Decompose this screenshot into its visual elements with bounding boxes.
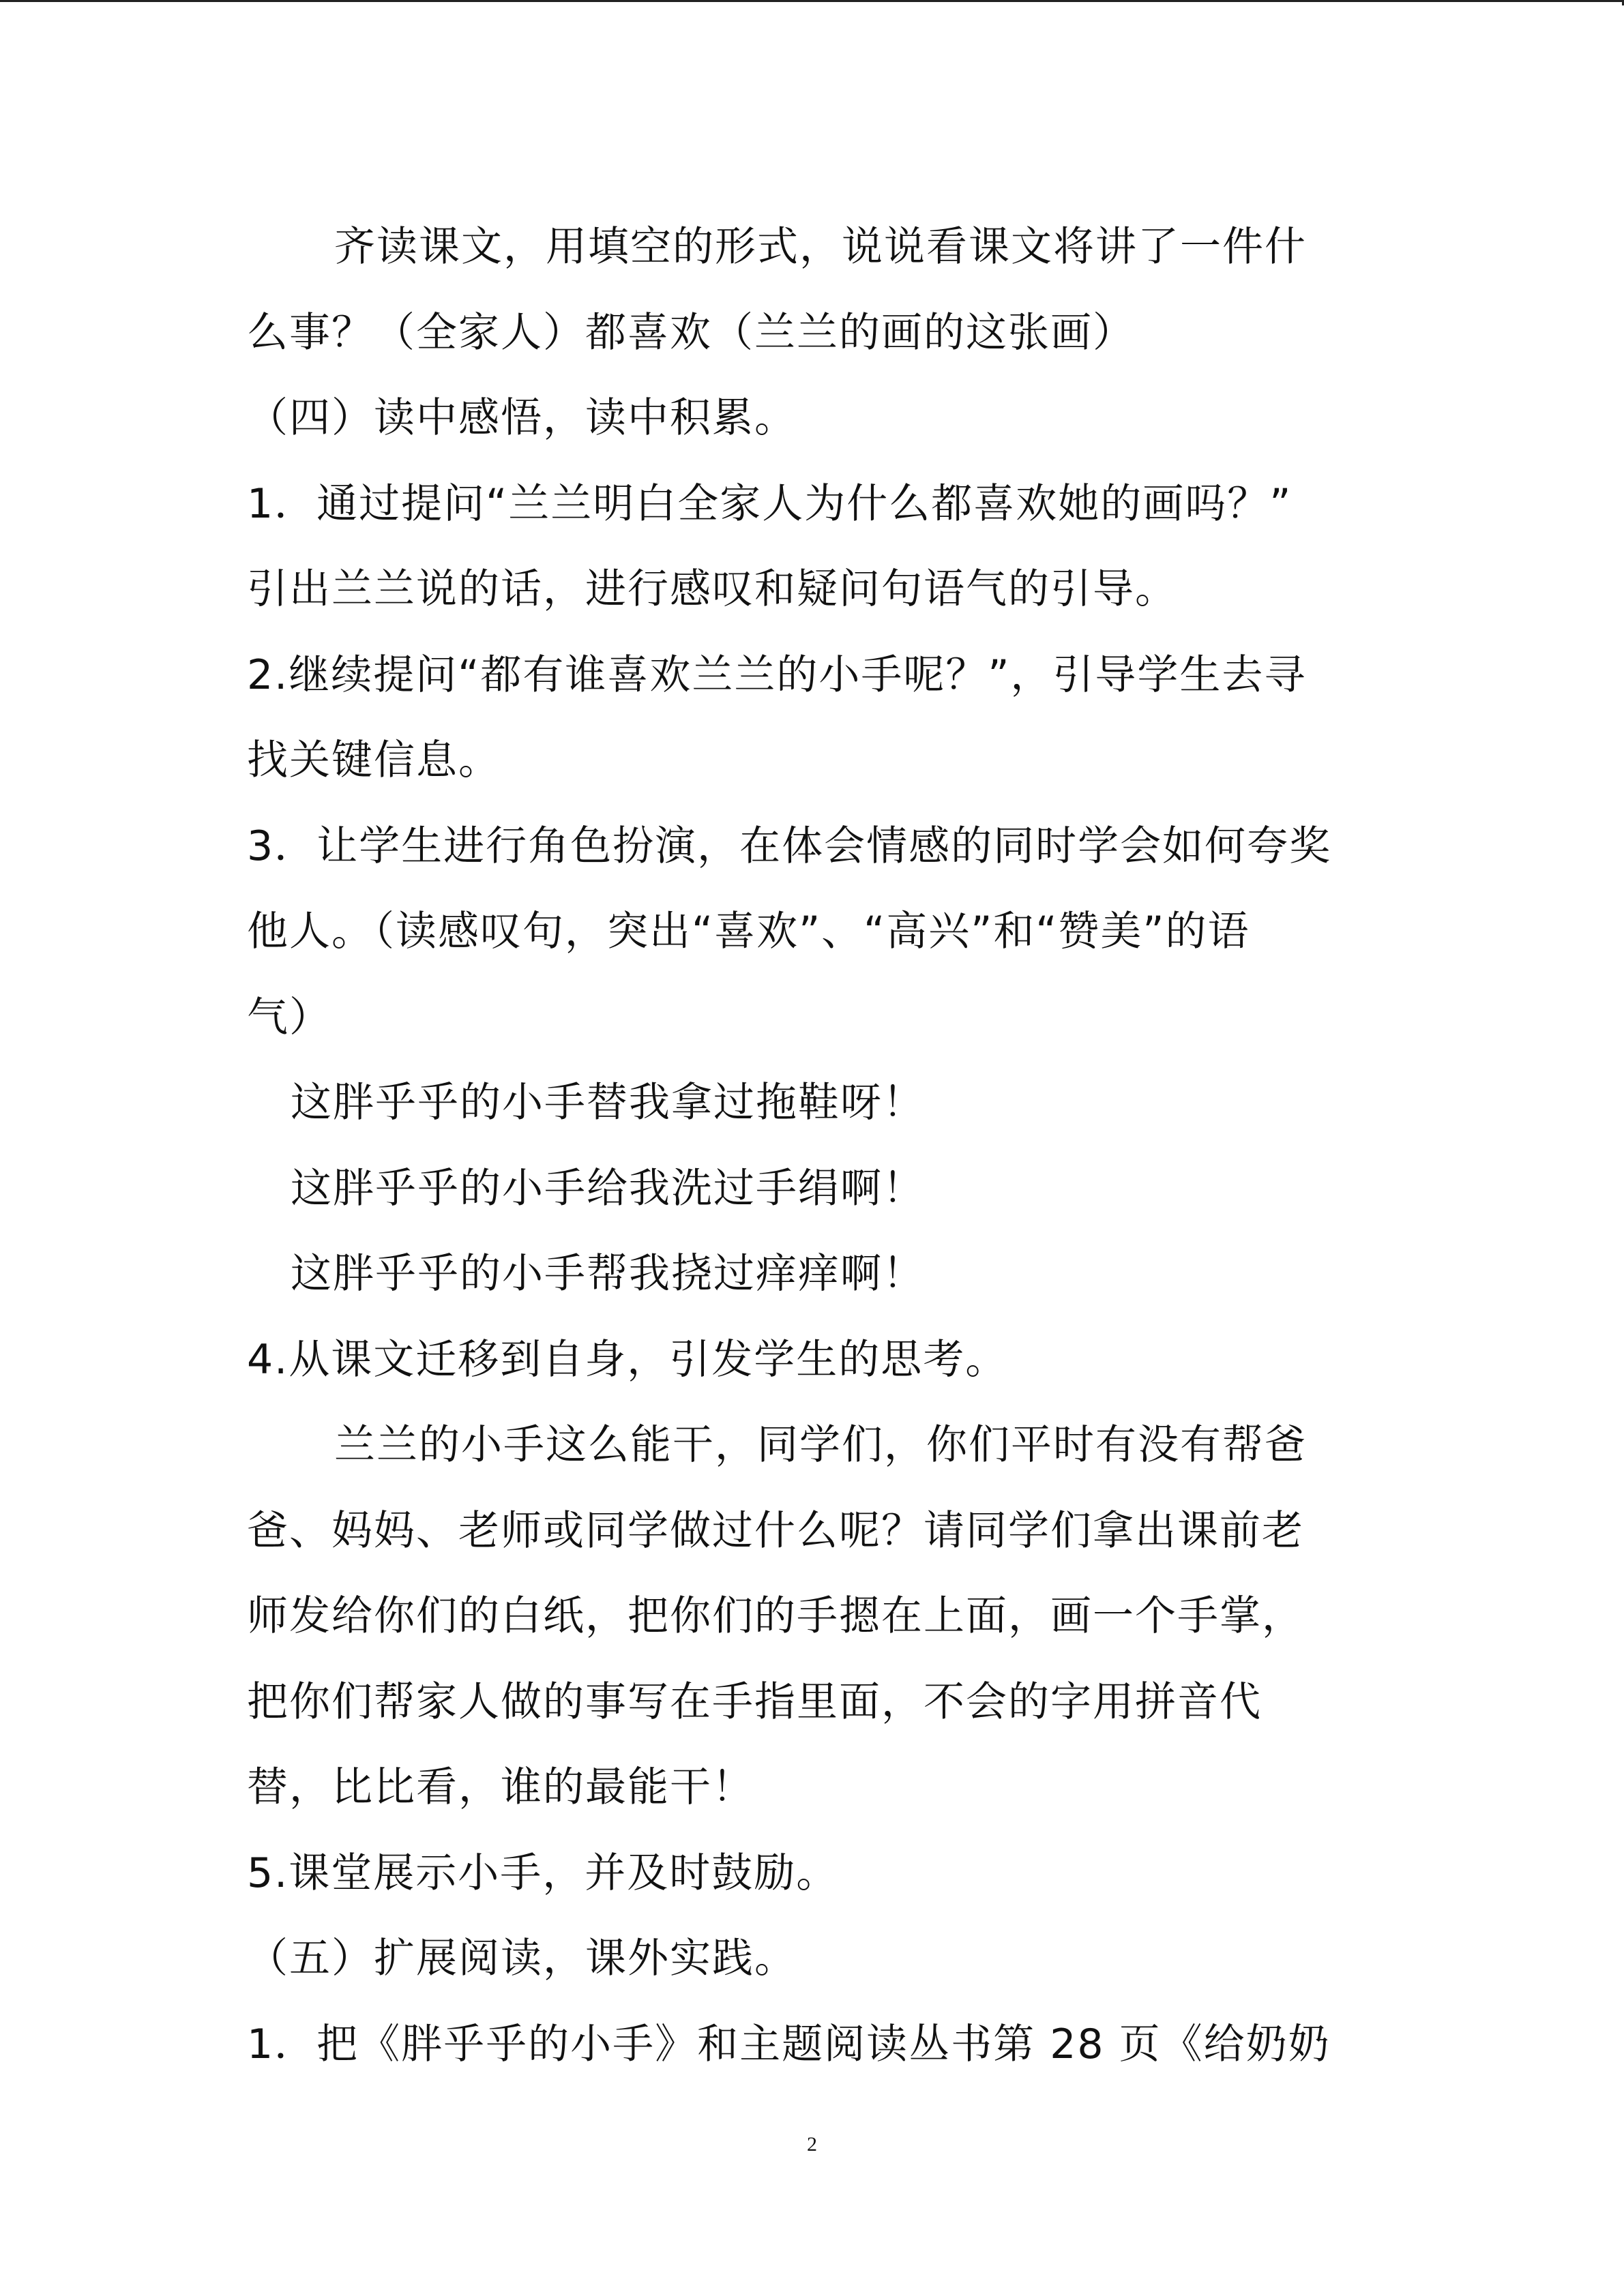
paragraph-line: 把你们帮家人做的事写在手指里面，不会的字用拼音代 xyxy=(247,1678,1262,1726)
list-item-5: 5.课堂展示小手，并及时鼓励。 xyxy=(247,1849,839,1897)
list-item-2: 2.继续提问“都有谁喜欢兰兰的小手呢？”，引导学生去寻 xyxy=(247,651,1307,699)
document-body xyxy=(247,205,1379,2087)
quote-line: 这胖乎乎的小手帮我挠过痒痒啊！ xyxy=(291,1250,925,1298)
quote-line: 这胖乎乎的小手替我拿过拖鞋呀！ xyxy=(291,1079,925,1127)
paragraph-line: 他人。（读感叹句，突出“喜欢”、“高兴”和“赞美”的语 xyxy=(247,908,1250,955)
quote-line: 这胖乎乎的小手给我洗过手绢啊！ xyxy=(291,1164,925,1212)
list-item-3: 3．让学生进行角色扮演，在体会情感的同时学会如何夸奖 xyxy=(247,822,1332,870)
paragraph-line: 气） xyxy=(247,993,331,1041)
list-item-1: 1．通过提问“兰兰明白全家人为什么都喜欢她的画吗？” xyxy=(247,479,1293,528)
paragraph-line: 师发给你们的白纸，把你们的手摁在上面，画一个手掌， xyxy=(247,1592,1304,1640)
paragraph-line: 么事？（全家人）都喜欢（兰兰的画的这张画） xyxy=(247,308,1135,357)
page-number: 2 xyxy=(807,2133,817,2156)
page-top-border xyxy=(0,0,1624,2)
paragraph-line: 找关键信息。 xyxy=(247,736,501,784)
list-item-1: 1．把《胖乎乎的小手》和主题阅读丛书第 28 页《给奶奶 xyxy=(247,2020,1331,2068)
paragraph-line: 兰兰的小手这么能干，同学们，你们平时有没有帮爸 xyxy=(334,1421,1307,1469)
list-item-4: 4.从课文迁移到自身，引发学生的思考。 xyxy=(247,1335,1008,1384)
paragraph-line: 爸、妈妈、老师或同学做过什么呢？请同学们拿出课前老 xyxy=(247,1506,1304,1555)
section-heading: （五）扩展阅读，课外实践。 xyxy=(247,1935,797,1982)
paragraph-line: 齐读课文，用填空的形式，说说看课文将讲了一件什 xyxy=(334,223,1307,271)
section-heading: （四）读中感悟，读中积累。 xyxy=(247,394,797,442)
paragraph-line: 替，比比看，谁的最能干！ xyxy=(247,1763,754,1811)
paragraph-line: 引出兰兰说的话，进行感叹和疑问句语气的引导。 xyxy=(247,565,1177,613)
